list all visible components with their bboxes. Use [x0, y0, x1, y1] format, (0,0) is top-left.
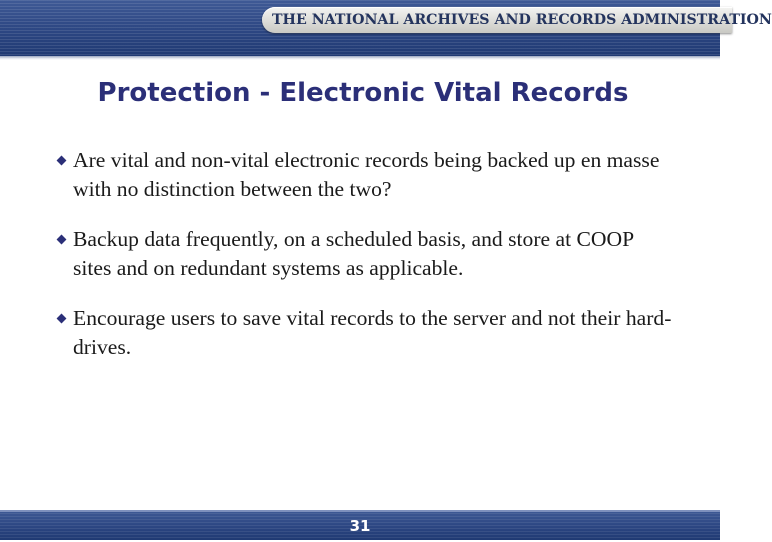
bullet-item [56, 146, 676, 204]
bullet-text: Backup data frequently, on a scheduled basis, and store at COOP sites and on redundant systems as applicable. [73, 227, 634, 280]
bullet-text: Are vital and non-vital electronic records being backed up en masse with no distinction between the two? [73, 148, 660, 201]
bullet-text: Encourage users to save vital records to the server and not their hard-drives. [73, 306, 672, 359]
organization-name: THE NATIONAL ARCHIVES AND RECORDS ADMINISTRATION [272, 12, 772, 28]
diamond-bullet-icon [57, 156, 67, 166]
bullet-item [56, 304, 676, 362]
page-number: 31 [349, 517, 371, 535]
bullet-list [56, 146, 676, 383]
diamond-bullet-icon [57, 235, 67, 245]
header-shadow [0, 56, 720, 60]
bullet-item [56, 225, 676, 283]
slide-title: Protection - Electronic Vital Records [97, 78, 629, 108]
diamond-bullet-icon [57, 314, 67, 324]
header-banner [0, 0, 772, 56]
footer-bar [0, 510, 720, 540]
